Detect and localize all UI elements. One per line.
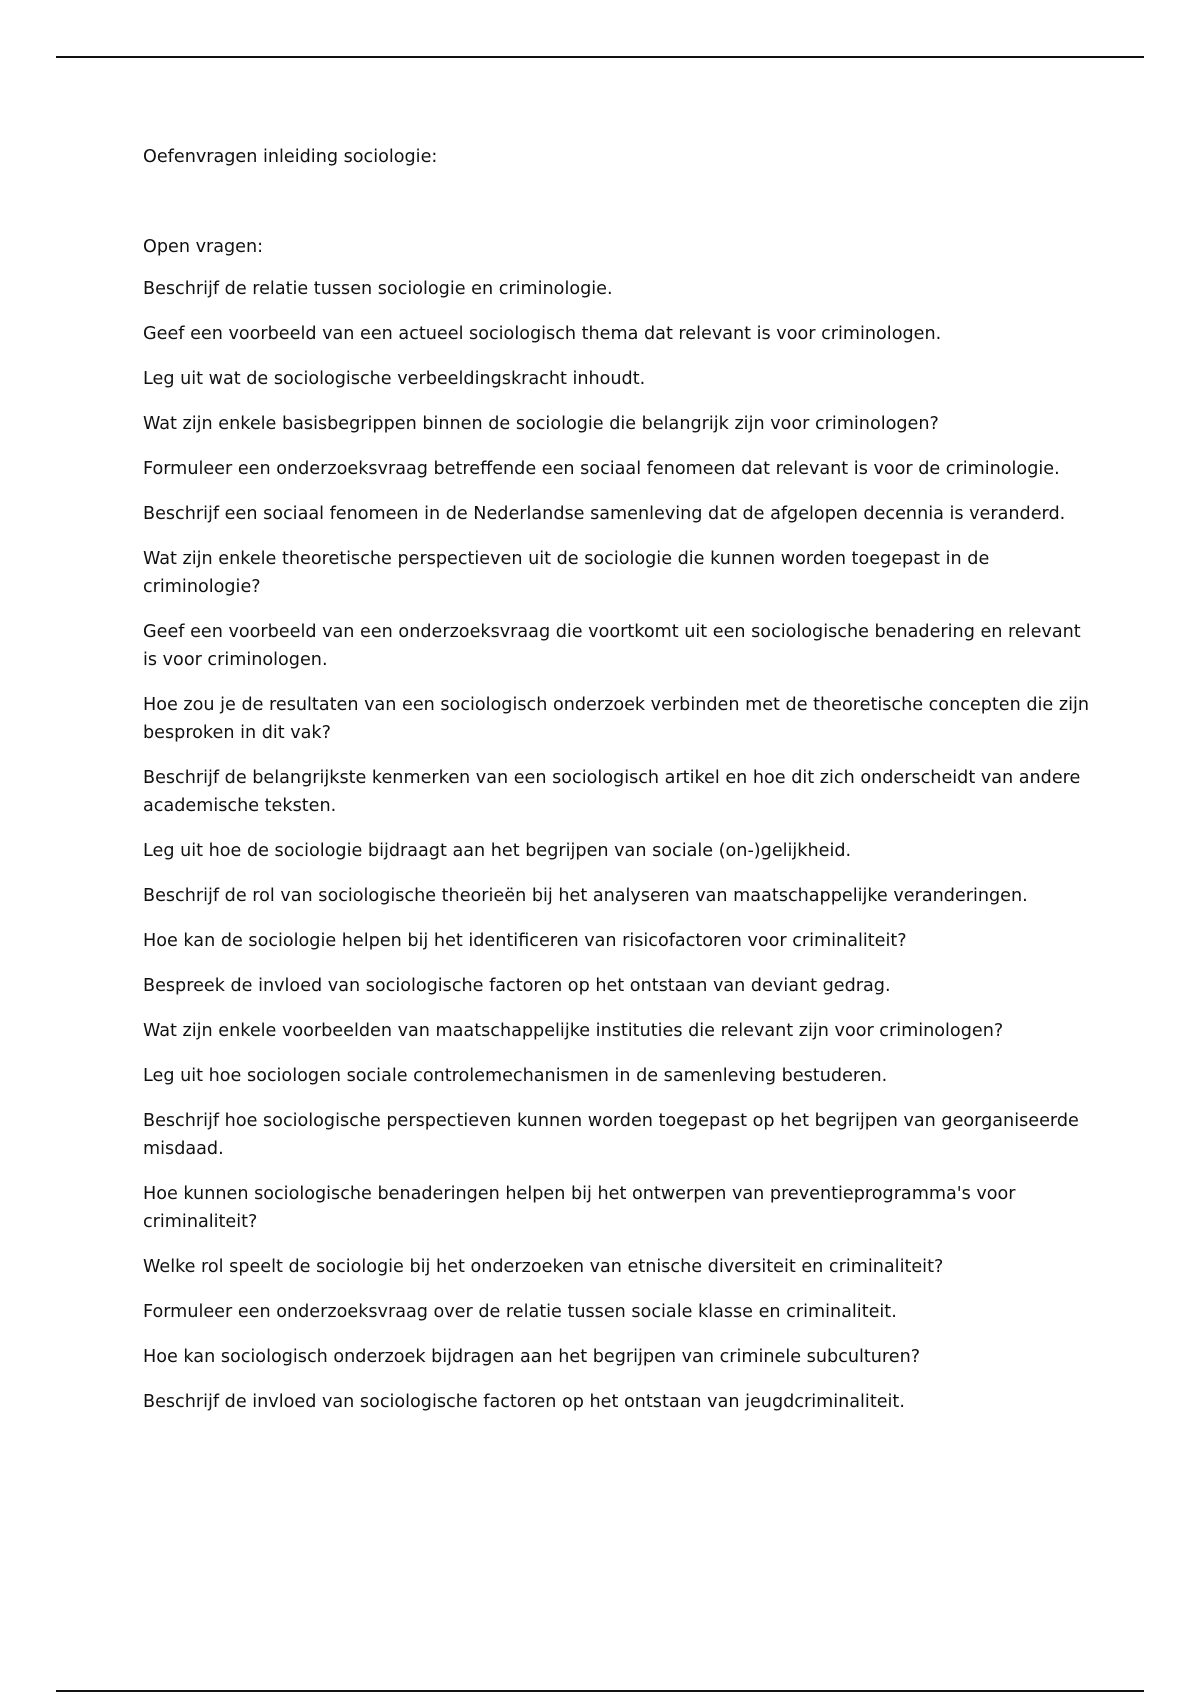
question-item: Bespreek de invloed van sociologische factoren op het ontstaan van deviant gedrag.: [143, 976, 891, 996]
question-item: Formuleer een onderzoeksvraag betreffende een sociaal fenomeen dat relevant is voor de criminologie.: [143, 459, 1060, 479]
question-item: Leg uit wat de sociologische verbeeldingskracht inhoudt.: [143, 369, 646, 389]
question-item: Beschrijf de relatie tussen sociologie en criminologie.: [143, 279, 613, 299]
question-item: Formuleer een onderzoeksvraag over de relatie tussen sociale klasse en criminaliteit.: [143, 1302, 897, 1322]
question-item: Geef een voorbeeld van een onderzoeksvraag die voortkomt uit een sociologische benadering en relevant is voor criminologen.: [143, 622, 1081, 670]
section-label: Open vragen:: [143, 237, 264, 257]
question-item: Geef een voorbeeld van een actueel sociologisch thema dat relevant is voor criminologen.: [143, 324, 942, 344]
question-item: Leg uit hoe de sociologie bijdraagt aan het begrijpen van sociale (on-)gelijkheid.: [143, 841, 852, 861]
question-item: Beschrijf de invloed van sociologische factoren op het ontstaan van jeugdcriminaliteit.: [143, 1392, 905, 1412]
question-item: Hoe zou je de resultaten van een sociologisch onderzoek verbinden met de theoretische concepten die zijn besproken in dit vak?: [143, 695, 1089, 743]
question-item: Beschrijf de rol van sociologische theorieën bij het analyseren van maatschappelijke veranderingen.: [143, 886, 1028, 906]
question-item: Wat zijn enkele basisbegrippen binnen de sociologie die belangrijk zijn voor criminologen?: [143, 414, 939, 434]
question-item: Wat zijn enkele theoretische perspectieven uit de sociologie die kunnen worden toegepast in de criminologie?: [143, 549, 990, 597]
question-item: Beschrijf een sociaal fenomeen in de Nederlandse samenleving dat de afgelopen decennia is veranderd.: [143, 504, 1066, 524]
question-item: Beschrijf hoe sociologische perspectieven kunnen worden toegepast op het begrijpen van georganiseerde misdaad.: [143, 1111, 1079, 1159]
question-item: Welke rol speelt de sociologie bij het onderzoeken van etnische diversiteit en criminaliteit?: [143, 1257, 944, 1277]
document-title: Oefenvragen inleiding sociologie:: [143, 147, 438, 167]
bottom-divider: [56, 1690, 1144, 1692]
question-list: [143, 275, 1093, 1416]
top-divider: [56, 56, 1144, 58]
question-item: Beschrijf de belangrijkste kenmerken van een sociologisch artikel en hoe dit zich onderscheidt van andere academische teksten.: [143, 768, 1081, 816]
question-item: Wat zijn enkele voorbeelden van maatschappelijke instituties die relevant zijn voor criminologen?: [143, 1021, 1004, 1041]
question-item: Hoe kunnen sociologische benaderingen helpen bij het ontwerpen van preventieprogramma's voor criminaliteit?: [143, 1184, 1016, 1232]
question-item: Hoe kan sociologisch onderzoek bijdragen aan het begrijpen van criminele subculturen?: [143, 1347, 921, 1367]
question-item: Hoe kan de sociologie helpen bij het identificeren van risicofactoren voor criminaliteit?: [143, 931, 907, 951]
question-item: Leg uit hoe sociologen sociale controlemechanismen in de samenleving bestuderen.: [143, 1066, 888, 1086]
document-body: [143, 143, 1093, 1433]
